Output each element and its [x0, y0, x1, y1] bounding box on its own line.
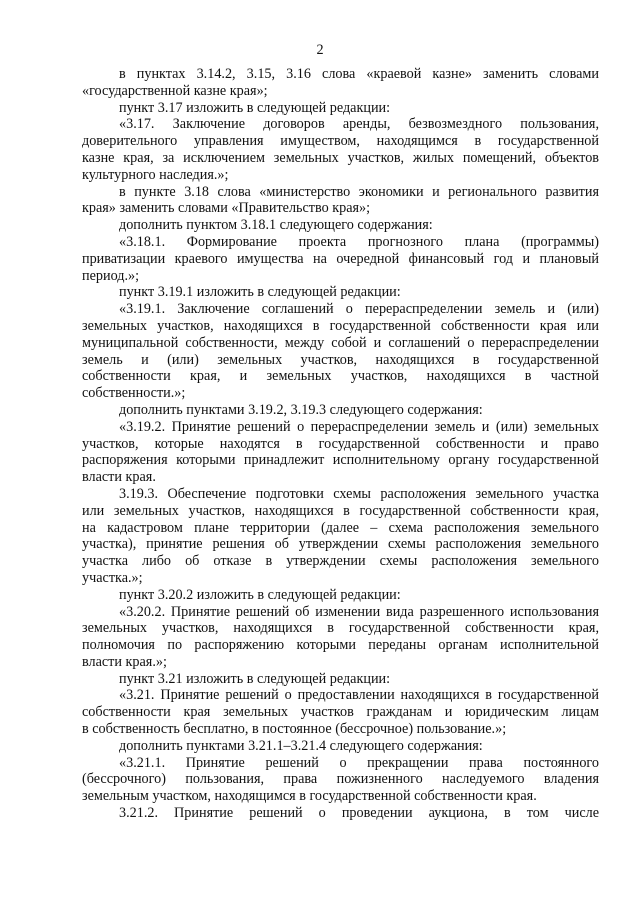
text-line: приватизации краевого имущества на очередной финансовый год и плановый: [82, 250, 599, 267]
text-line: культурного наследия.»;: [82, 166, 229, 183]
text-line: (бессрочного) пользования, права пожизненного наследуемого владения: [82, 771, 599, 788]
text-line: пункт 3.19.1 изложить в следующей редакции:: [119, 284, 401, 301]
text-line: собственности края, и земельных участков, находящихся в частной: [82, 368, 599, 385]
text-line: «государственной казне края»;: [82, 82, 268, 99]
text-line: в пункте 3.18 слова «министерство экономики и регионального развития: [119, 183, 599, 200]
text-line: участка), принятие решения об утверждении схемы расположения земельного: [82, 536, 599, 553]
text-line: пункт 3.20.2 изложить в следующей редакции:: [119, 586, 401, 603]
text-line: власти края.»;: [82, 653, 167, 670]
text-line: собственности края земельных участков гражданам и юридическим лицам: [82, 704, 599, 721]
text-line: участка либо об отказе в утверждении схемы расположения земельного: [82, 553, 599, 570]
text-line: участков, которые находятся в государственной собственности и право: [82, 435, 599, 452]
text-line: собственности.»;: [82, 385, 186, 402]
text-line: муниципальной собственности, между собой и соглашений о перераспределении: [82, 334, 599, 351]
text-line: распоряжения которыми принадлежит исполнительному органу государственной: [82, 452, 599, 469]
text-line: земельных участков, находящихся в государственной собственности края,: [82, 620, 599, 637]
text-line: дополнить пунктом 3.18.1 следующего содержания:: [119, 217, 433, 234]
text-line: полномочия по распоряжению которыми переданы органам исполнительной: [82, 637, 599, 654]
text-line: на кадастровом плане территории (далее – схема расположения земельного: [82, 519, 599, 536]
text-line: пункт 3.21 изложить в следующей редакции:: [119, 670, 391, 687]
text-line: края» заменить словами «Правительство края»;: [82, 200, 371, 217]
text-line: в собственность бесплатно, в постоянное (бессрочное) пользование.»;: [82, 721, 507, 738]
text-line: в пунктах 3.14.2, 3.15, 3.16 слова «краевой казне» заменить словами: [119, 66, 599, 82]
text-line: период.»;: [82, 267, 140, 284]
text-line: казне края, за исключением земельных участков, жилых помещений, объектов: [82, 149, 599, 166]
text-line: «3.17. Заключение договоров аренды, безвозмездного пользования,: [119, 116, 599, 133]
text-line: дополнить пунктами 3.21.1–3.21.4 следующего содержания:: [119, 737, 483, 754]
text-line: дополнить пунктами 3.19.2, 3.19.3 следующего содержания:: [119, 401, 483, 418]
text-line: или земельных участков, находящихся в государственной собственности края,: [82, 502, 599, 519]
text-line: «3.19.2. Принятие решений о перераспределении земель и (или) земельных: [119, 418, 599, 435]
text-line: «3.19.1. Заключение соглашений о перераспределении земель и (или): [119, 301, 599, 318]
text-line: 3.21.2. Принятие решений о проведении аукциона, в том числе: [119, 805, 599, 822]
text-line: 3.19.3. Обеспечение подготовки схемы расположения земельного участка: [119, 485, 599, 502]
text-line: «3.21.1. Принятие решений о прекращении права постоянного: [119, 754, 599, 771]
text-line: «3.21. Принятие решений о предоставлении находящихся в государственной: [119, 687, 599, 704]
text-line: земельным участком, находящимся в государственной собственности края.: [82, 788, 537, 805]
text-line: «3.18.1. Формирование проекта прогнозного плана (программы): [119, 233, 599, 250]
text-line: власти края.: [82, 469, 156, 486]
text-line: земельных участков, находящихся в государственной собственности края или: [82, 317, 599, 334]
text-line: земель и (или) земельных участков, находящихся в государственной: [82, 351, 599, 368]
text-line: пункт 3.17 изложить в следующей редакции:: [119, 99, 391, 116]
text-line: «3.20.2. Принятие решений об изменении вида разрешенного использования: [119, 603, 599, 620]
text-line: участка.»;: [82, 569, 143, 586]
page-number: 2: [316, 42, 324, 58]
text-line: доверительного управления имуществом, находящимся в государственной: [82, 133, 599, 150]
document-body: [82, 66, 599, 822]
